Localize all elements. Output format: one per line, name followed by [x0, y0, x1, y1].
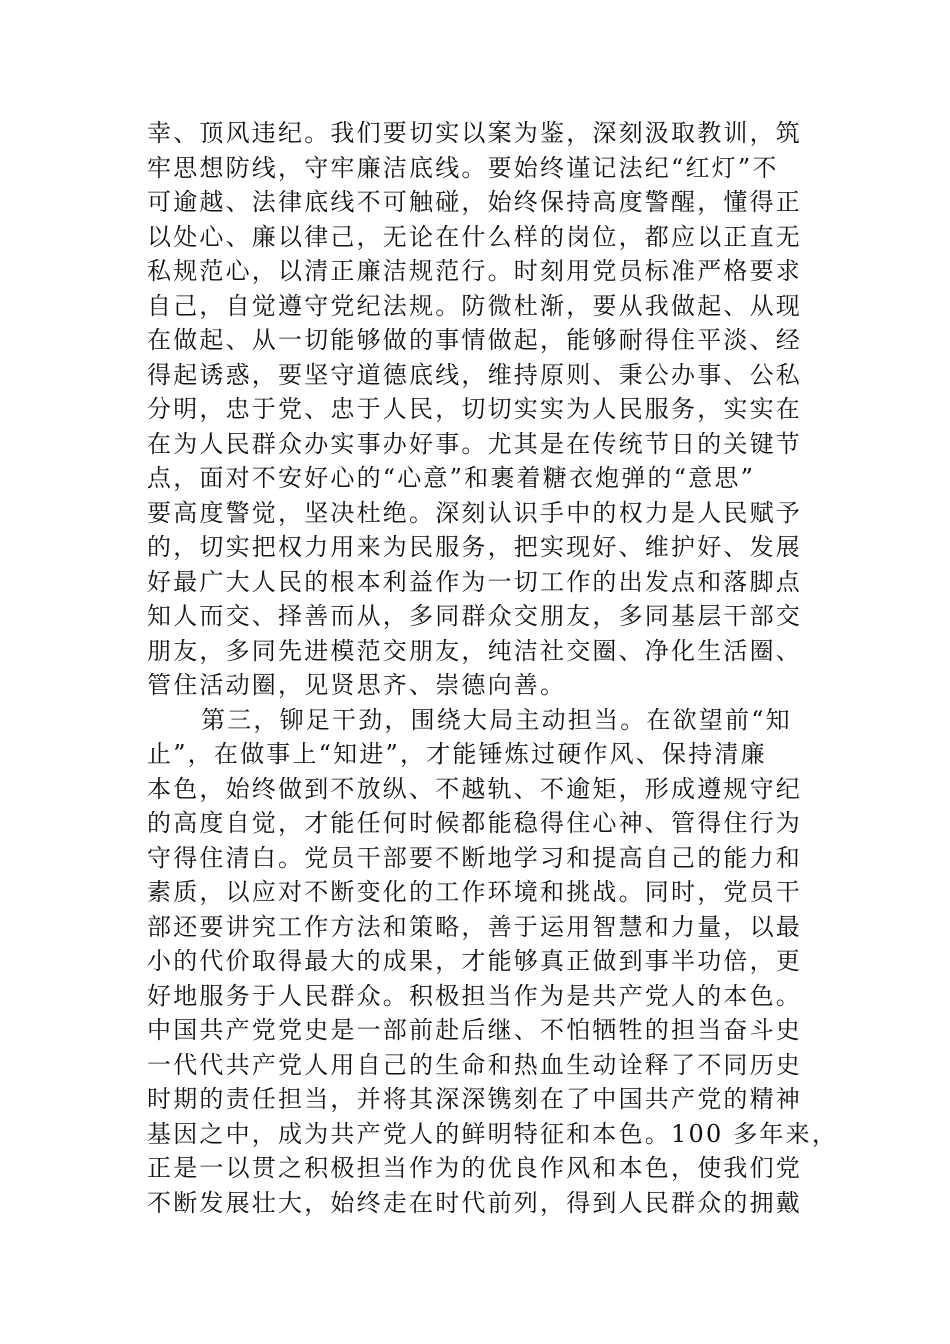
text-line: 可逾越、法律底线不可触碰，始终保持高度警醒，懂得正 [147, 188, 802, 216]
text-line: 基因之中，成为共产党人的鲜明特征和本色。100 多年来， [147, 1119, 839, 1148]
text-line: 一代代共产党人用自己的生命和热血生动诠释了不同历史 [147, 1050, 802, 1079]
text-line: 分明，忠于党、忠于人民，切切实实为人民服务，实实在 [147, 395, 802, 423]
text-line: 要高度警觉，坚决杜绝。深刻认识手中的权力是人民赋予 [147, 498, 802, 527]
text-line: 以处心、廉以律己，无论在什么样的岗位，都应以正直无 [147, 222, 802, 251]
text-line: 得起诱惑，要坚守道德底线，维持原则、秉公办事、公私 [147, 360, 802, 389]
text-line: 止”，在做事上“知进”，才能锤炼过硬作风、保持清廉 [147, 740, 767, 768]
text-line: 好最广大人民的根本利益作为一切工作的出发点和落脚点 [147, 567, 802, 596]
text-line: 在做起、从一切能够做的事情做起，能够耐得住平淡、经 [147, 326, 802, 354]
text-line: 小的代价取得最大的成果，才能够真正做到事半功倍，更 [147, 947, 802, 975]
text-line: 在为人民群众办实事办好事。尤其是在传统节日的关键节 [147, 429, 802, 458]
text-line: 幸、顶风违纪。我们要切实以案为鉴，深刻汲取教训，筑 [147, 119, 802, 147]
text-line: 不断发展壮大，始终走在时代前列，得到人民群众的拥戴 [147, 1188, 802, 1217]
text-line: 知人而交、择善而从，多同群众交朋友，多同基层干部交 [147, 602, 802, 630]
text-line: 管住活动圈，见贤思齐、崇德向善。 [147, 671, 567, 699]
text-line: 正是一以贯之积极担当作为的优良作风和本色，使我们党 [147, 1154, 802, 1182]
body-text [147, 116, 839, 1220]
text-line: 的，切实把权力用来为民服务，把实现好、维护好、发展 [147, 533, 802, 561]
paragraph-start-line: 第三，铆足干劲，围绕大局主动担当。在欲望前“知 [201, 705, 792, 734]
text-line: 时期的责任担当，并将其深深镌刻在了中国共产党的精神 [147, 1085, 802, 1113]
text-line: 点，面对不安好心的“心意”和裹着糖衣炮弹的“意思” [147, 464, 756, 492]
text-line: 素质，以应对不断变化的工作环境和挑战。同时，党员干 [147, 878, 802, 906]
text-line: 的高度自觉，才能任何时候都能稳得住心神、管得住行为 [147, 809, 802, 837]
text-line: 部还要讲究工作方法和策略，善于运用智慧和力量，以最 [147, 912, 802, 941]
text-line: 私规范心，以清正廉洁规范行。时刻用党员标准严格要求 [147, 257, 802, 285]
text-line: 守得住清白。党员干部要不断地学习和提高自己的能力和 [147, 843, 802, 872]
text-line: 中国共产党党史是一部前赴后继、不怕牺牲的担当奋斗史 [147, 1016, 802, 1044]
text-line: 本色，始终做到不放纵、不越轨、不逾矩，形成遵规守纪 [147, 774, 802, 803]
text-line: 牢思想防线，守牢廉洁底线。要始终谨记法纪“红灯”不 [147, 153, 779, 182]
text-line: 自己，自觉遵守党纪法规。防微杜渐，要从我做起、从现 [147, 291, 802, 320]
text-line: 好地服务于人民群众。积极担当作为是共产党人的本色。 [147, 981, 802, 1010]
text-line: 朋友，多同先进模范交朋友，纯洁社交圈、净化生活圈、 [147, 636, 802, 665]
